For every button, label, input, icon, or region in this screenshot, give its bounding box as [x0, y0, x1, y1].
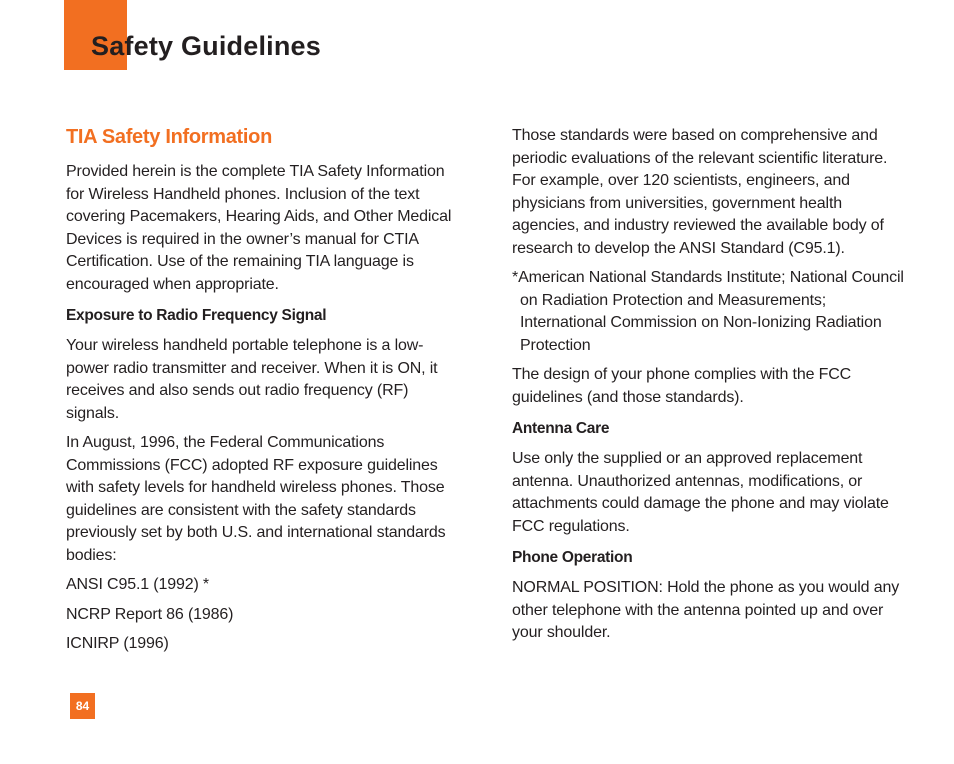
standard-item: ANSI C95.1 (1992) * [66, 576, 210, 593]
body-paragraph: Those standards were based on comprehensive and periodic evaluations of the relevant scientific literature. For example, over 120 scientists, engineers, and physicians from universities, government health agencies, and industry reviewed the available body of research to develop the ANSI Standard (C95.1). [512, 127, 888, 257]
page-number-badge: 84 [70, 693, 95, 719]
phone-operation-paragraph: NORMAL POSITION: Hold the phone as you would any other telephone with the antenna pointed up and over your shoulder. [512, 579, 900, 641]
subheading-rf-exposure: Exposure to Radio Frequency Signal [66, 307, 327, 324]
page-title: Safety Guidelines [91, 31, 321, 61]
standard-item: ICNIRP (1996) [66, 635, 169, 652]
body-paragraph: In August, 1996, the Federal Communications Commissions (FCC) adopted RF exposure guidelines with safety levels for handheld wireless phones. Those guidelines are consistent with the safety standards previously set by both U.S. and international standards bodies: [66, 434, 446, 564]
footnote-paragraph: *American National Standards Institute; National Council on Radiation Protection and Measurements; International Commission on Non-Ionizing Radiation Protection [512, 269, 904, 354]
antenna-care-paragraph: Use only the supplied or an approved replacement antenna. Unauthorized antennas, modifications, or attachments could damage the phone and may violate FCC regulations. [512, 450, 889, 535]
subheading-phone-operation: Phone Operation [512, 549, 633, 566]
left-column [66, 124, 462, 663]
subheading-antenna-care: Antenna Care [512, 420, 610, 437]
standard-item: NCRP Report 86 (1986) [66, 605, 234, 623]
section-heading-tia: TIA Safety Information [66, 126, 273, 148]
right-column [512, 125, 904, 652]
body-paragraph: Your wireless handheld portable telephone is a low-power radio transmitter and receiver. When it is ON, it receives and also sends out radio frequency (RF) signals. [66, 337, 438, 422]
body-paragraph: The design of your phone complies with the FCC guidelines (and those standards). [512, 366, 852, 406]
intro-paragraph: Provided herein is the complete TIA Safety Information for Wireless Handheld phones. Inclusion of the text covering Pacemakers, Hearing Aids, and Other Medical Devices is required in the owner’s manual for CTIA Certification. Use of the remaining TIA language is encouraged when appropriate. [66, 163, 452, 293]
